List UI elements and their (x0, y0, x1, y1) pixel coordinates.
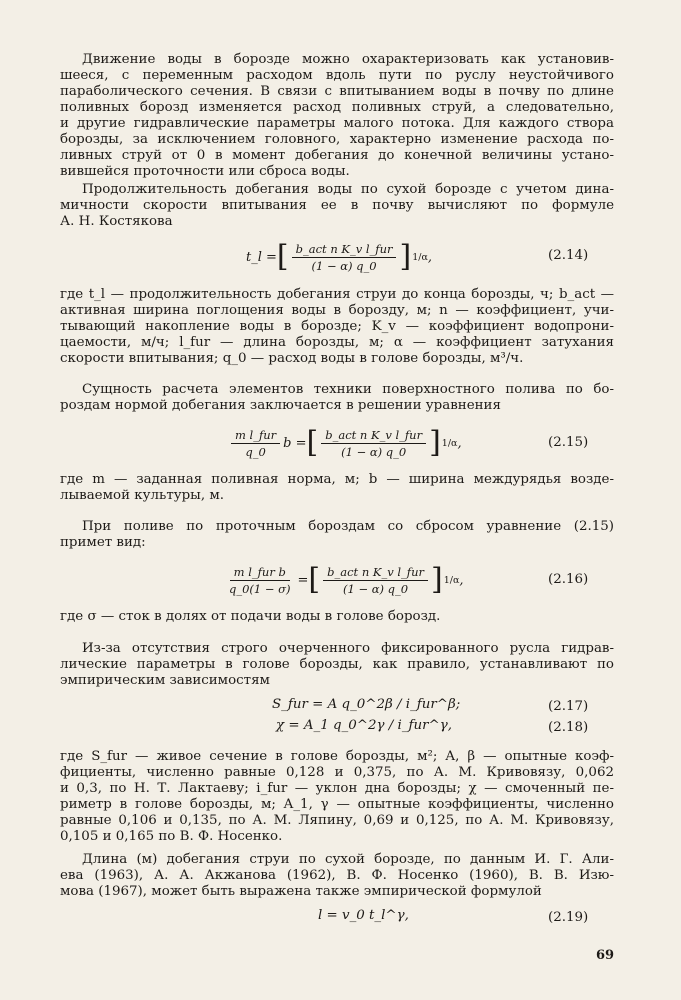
text-line: роздам нормой добегания заключается в решении уравнения (60, 398, 501, 413)
bracket-open: [ (306, 425, 319, 460)
eq-left-numerator: m l_fur (231, 428, 280, 444)
text-line: борозды, за исключением головного, характерно изменение расхода по- (60, 132, 614, 147)
eq-numerator: b_act n K_v l_fur (321, 428, 426, 444)
text-line: Из-за отсутствия строго очерченного фиксированного русла гидрав- (82, 641, 614, 656)
equation-2-15 (0, 424, 681, 462)
bracket-open: [ (308, 562, 321, 597)
equation-2-16 (0, 561, 681, 599)
text-line: лываемой культуры, м. (60, 488, 225, 503)
text-line: где t_l — продолжительность добегания струи до конца борозды, ч; b_act — (60, 287, 614, 302)
text-line: А. Н. Костякова (60, 214, 173, 229)
equation-number: (2.18) (548, 720, 589, 735)
eq-left-denominator: q_0(1 − σ) (229, 581, 291, 596)
text-line: скорости впитывания; q_0 — расход воды в голове борозды, м³/ч. (60, 351, 524, 366)
text-line: 0,105 и 0,165 по В. Ф. Носенко. (60, 829, 283, 844)
bracket-open: [ (276, 239, 289, 274)
text-line: где σ — сток в долях от подачи воды в голове борозд. (60, 609, 441, 624)
eq-left-denominator: q_0 (245, 444, 266, 459)
text-line: лические параметры в голове борозды, как правило, устанавливают по (60, 657, 614, 672)
eq-left-numerator: m l_fur b (230, 565, 290, 581)
text-line: параболического сечения. В связи с впитыванием воды в почву по длине (60, 84, 614, 99)
equation-number: (2.16) (548, 572, 589, 587)
text-line: Движение воды в борозде можно охарактеризовать как установив- (82, 52, 614, 67)
text-line: риметр в голове борозды, м; A_1, γ — опытные коэффициенты, численно (60, 797, 614, 812)
text-line: ева (1963), А. А. Акжанова (1962), В. Ф. Носенко (1960), В. В. Изю- (60, 868, 614, 883)
text-line: мова (1967), может быть выражена также эмпирической формулой (60, 884, 542, 899)
text-line: фициенты, численно равные 0,128 и 0,375, по А. М. Кривовязу, 0,062 (60, 765, 614, 780)
text-line: ливных струй от 0 в момент добегания до конечной величины устано- (60, 148, 614, 163)
equation-2-14 (0, 238, 681, 276)
text-line: и другие гидравлические параметры малого потока. Для каждого створа (60, 116, 614, 131)
eq-tail: , (427, 249, 433, 265)
bracket-close: ] (430, 562, 443, 597)
page-number: 69 (596, 948, 615, 963)
eq-exponent: 1/α (412, 251, 428, 263)
text-line: При поливе по проточным бороздам со сбросом уравнение (2.15) (82, 519, 614, 534)
eq-mid: = (297, 572, 309, 588)
text-line: вившейся проточности или сброса воды. (60, 164, 350, 179)
text-line: и 0,3, по Н. Т. Лактаеву; i_fur — уклон дна борозды; χ — смоченный пе- (60, 781, 614, 796)
eq-body: S_fur = A q_0^2β / i_fur^β; (272, 697, 461, 712)
eq-denominator: (1 − α) q_0 (341, 444, 407, 459)
eq-denominator: (1 − α) q_0 (343, 581, 409, 596)
eq-fraction (321, 428, 426, 459)
equation-number: (2.15) (548, 435, 589, 450)
bracket-close: ] (429, 425, 441, 460)
text-line: где m — заданная поливная норма, м; b — ширина междурядья возде- (60, 472, 614, 487)
text-line: активная ширина поглощения воды в борозду, м; n — коэффициент, учи- (60, 303, 614, 318)
bracket-close: ] (399, 239, 412, 274)
eq-denominator: (1 − α) q_0 (311, 258, 377, 273)
text-line: цаемости, м/ч; l_fur — длина борозды, м; α — коэффициент затухания (60, 335, 614, 350)
eq-body: χ = A_1 q_0^2γ / i_fur^γ, (276, 718, 452, 733)
eq-fraction (292, 242, 397, 273)
text-line: тывающий накопление воды в борозде; K_v — коэффициент водопрони- (60, 319, 614, 334)
text-line: равные 0,106 и 0,135, по А. М. Ляпину, 0,69 и 0,125, по А. М. Кривовязу, (60, 813, 614, 828)
eq-left-fraction (225, 565, 295, 596)
equation-number: (2.17) (548, 699, 589, 714)
eq-tail: , (457, 435, 462, 451)
text-line: Длина (м) добегания струи по сухой борозде, по данным И. Г. Али- (82, 852, 614, 867)
eq-tail: , (459, 572, 464, 588)
eq-mid: b = (283, 435, 307, 451)
text-line: шееся, с переменным расходом вдоль пути по руслу неустойчивого (60, 68, 614, 83)
text-line: Продолжительность добегания воды по сухой борозде с учетом дина- (82, 182, 614, 197)
eq-lhs: t_l = (246, 249, 277, 265)
eq-numerator: b_act n K_v l_fur (323, 565, 428, 581)
text-line: Сущность расчета элементов техники поверхностного полива по бо- (82, 382, 614, 397)
eq-exponent: 1/α (441, 437, 458, 449)
text-line: эмпирическим зависимостям (60, 673, 270, 688)
equation-number: (2.19) (548, 910, 589, 925)
eq-numerator: b_act n K_v l_fur (292, 242, 397, 258)
equation-number: (2.14) (548, 248, 589, 263)
eq-left-fraction (231, 428, 280, 459)
text-line: где S_fur — живое сечение в голове борозды, м²; A, β — опытные коэф- (60, 749, 614, 764)
eq-fraction (323, 565, 428, 596)
eq-exponent: 1/α (443, 574, 460, 586)
eq-body: l = v_0 t_l^γ, (318, 908, 409, 923)
text-line: поливных борозд изменяется расход поливных струй, а следовательно, (60, 100, 614, 115)
text-line: мичности скорости впитывания ее в почву вычисляют по формуле (60, 198, 614, 213)
text-line: примет вид: (60, 535, 146, 550)
